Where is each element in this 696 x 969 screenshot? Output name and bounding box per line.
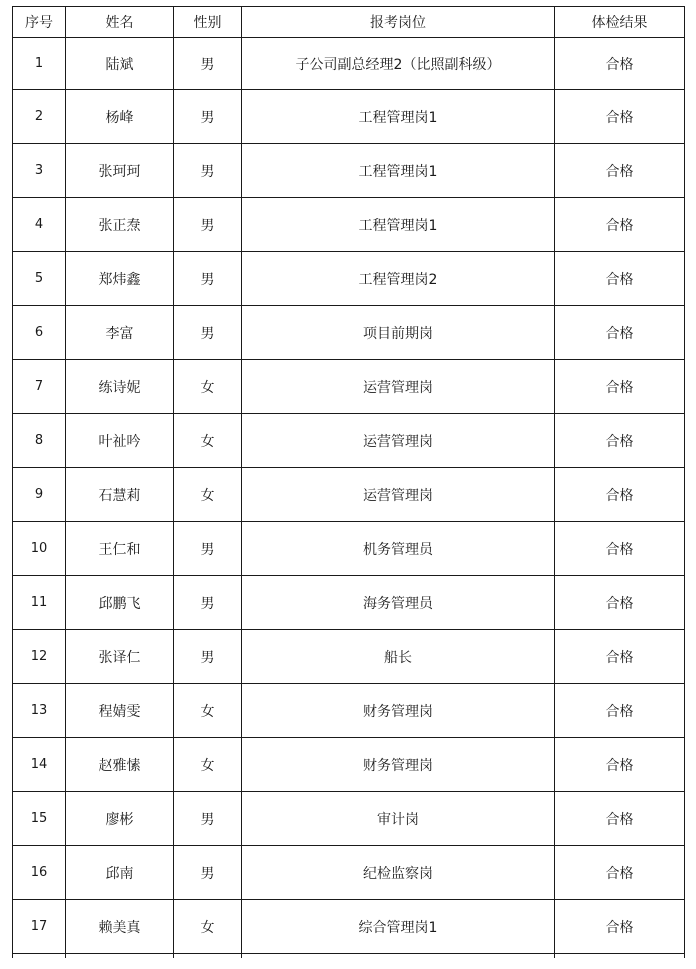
cell-index: 14: [13, 738, 66, 792]
cell-position: 财务管理岗: [242, 738, 555, 792]
cell-name: 程婧雯: [66, 684, 174, 738]
cell-name: 石慧莉: [66, 468, 174, 522]
cell-index: 13: [13, 684, 66, 738]
cell-name: 陆斌: [66, 38, 174, 90]
cell-name: 张正焘: [66, 198, 174, 252]
cell-position: 运营管理岗: [242, 360, 555, 414]
cell-gender: 男: [174, 198, 242, 252]
cell-gender: 女: [174, 468, 242, 522]
header-position: 报考岗位: [242, 7, 555, 38]
cell-result: 合格: [555, 198, 685, 252]
cell-position: 项目前期岗: [242, 306, 555, 360]
cell-name: 王仁和: [66, 522, 174, 576]
table-row: [13, 576, 685, 630]
cell-result: 合格: [555, 468, 685, 522]
cell-position: 海务管理员: [242, 576, 555, 630]
cell-index: 4: [13, 198, 66, 252]
cell-result: 合格: [555, 252, 685, 306]
cell-index: 8: [13, 414, 66, 468]
table-row: [13, 90, 685, 144]
cell-position: 机务管理员: [242, 522, 555, 576]
table-row: [13, 792, 685, 846]
cell-index: 11: [13, 576, 66, 630]
cell-result: 合格: [555, 414, 685, 468]
cell-index: 12: [13, 630, 66, 684]
table-row: [13, 198, 685, 252]
cell-gender: 女: [174, 900, 242, 954]
cell-position: 工程管理岗2: [242, 252, 555, 306]
exam-results-table: [12, 6, 685, 958]
table-row: [13, 306, 685, 360]
cell-name: 张译仁: [66, 630, 174, 684]
cell-gender: 男: [174, 90, 242, 144]
cell-result: 合格: [555, 90, 685, 144]
cell-result: 合格: [555, 306, 685, 360]
table-row-cut-off: [13, 954, 685, 959]
cell-index: 1: [13, 38, 66, 90]
cell-result: 合格: [555, 792, 685, 846]
cell-name: 杨峰: [66, 90, 174, 144]
cell-position: 运营管理岗: [242, 414, 555, 468]
cell-name: 李富: [66, 306, 174, 360]
table-row: [13, 846, 685, 900]
cell-index: 15: [13, 792, 66, 846]
cell-index: 6: [13, 306, 66, 360]
cell-position: 工程管理岗1: [242, 90, 555, 144]
cell-gender: 男: [174, 306, 242, 360]
cell-position: 综合管理岗1: [242, 900, 555, 954]
table-row: [13, 900, 685, 954]
table-row: [13, 144, 685, 198]
table-row: [13, 468, 685, 522]
cell-position: 工程管理岗1: [242, 144, 555, 198]
cell-gender: 男: [174, 630, 242, 684]
cell-position: 运营管理岗: [242, 468, 555, 522]
cell-result: 合格: [555, 360, 685, 414]
cell-name: 赵雅愫: [66, 738, 174, 792]
cell-index: 17: [13, 900, 66, 954]
header-gender: 性别: [174, 7, 242, 38]
cell-empty: [13, 954, 66, 959]
cell-result: 合格: [555, 576, 685, 630]
cell-position: 纪检监察岗: [242, 846, 555, 900]
cell-name: 练诗妮: [66, 360, 174, 414]
cell-index: 10: [13, 522, 66, 576]
cell-gender: 女: [174, 360, 242, 414]
table-row: [13, 414, 685, 468]
cell-position: 船长: [242, 630, 555, 684]
cell-index: 2: [13, 90, 66, 144]
cell-gender: 男: [174, 846, 242, 900]
header-index: 序号: [13, 7, 66, 38]
cell-result: 合格: [555, 738, 685, 792]
cell-index: 16: [13, 846, 66, 900]
table-row: [13, 252, 685, 306]
cell-index: 9: [13, 468, 66, 522]
cell-empty: [555, 954, 685, 959]
cell-gender: 男: [174, 522, 242, 576]
cell-position: 工程管理岗1: [242, 198, 555, 252]
cell-result: 合格: [555, 522, 685, 576]
table-row: [13, 38, 685, 90]
cell-gender: 男: [174, 144, 242, 198]
cell-position: 财务管理岗: [242, 684, 555, 738]
cell-result: 合格: [555, 144, 685, 198]
cell-name: 叶祉吟: [66, 414, 174, 468]
header-result: 体检结果: [555, 7, 685, 38]
cell-empty: [242, 954, 555, 959]
table-row: [13, 684, 685, 738]
cell-name: 郑炜鑫: [66, 252, 174, 306]
cell-empty: [174, 954, 242, 959]
cell-empty: [66, 954, 174, 959]
cell-result: 合格: [555, 630, 685, 684]
cell-index: 7: [13, 360, 66, 414]
cell-result: 合格: [555, 900, 685, 954]
cell-name: 张珂珂: [66, 144, 174, 198]
cell-position: 子公司副总经理2（比照副科级）: [242, 38, 555, 90]
cell-name: 邱鹏飞: [66, 576, 174, 630]
cell-gender: 女: [174, 684, 242, 738]
cell-gender: 男: [174, 252, 242, 306]
cell-name: 邱南: [66, 846, 174, 900]
cell-gender: 男: [174, 38, 242, 90]
cell-position: 审计岗: [242, 792, 555, 846]
cell-index: 5: [13, 252, 66, 306]
table-row: [13, 630, 685, 684]
cell-index: 3: [13, 144, 66, 198]
cell-gender: 男: [174, 576, 242, 630]
cell-result: 合格: [555, 684, 685, 738]
table-row: [13, 522, 685, 576]
cell-name: 赖美真: [66, 900, 174, 954]
table-row: [13, 738, 685, 792]
cell-gender: 女: [174, 414, 242, 468]
header-name: 姓名: [66, 7, 174, 38]
cell-name: 廖彬: [66, 792, 174, 846]
cell-result: 合格: [555, 846, 685, 900]
table-row: [13, 360, 685, 414]
header-row: [13, 7, 685, 38]
cell-gender: 女: [174, 738, 242, 792]
cell-result: 合格: [555, 38, 685, 90]
cell-gender: 男: [174, 792, 242, 846]
